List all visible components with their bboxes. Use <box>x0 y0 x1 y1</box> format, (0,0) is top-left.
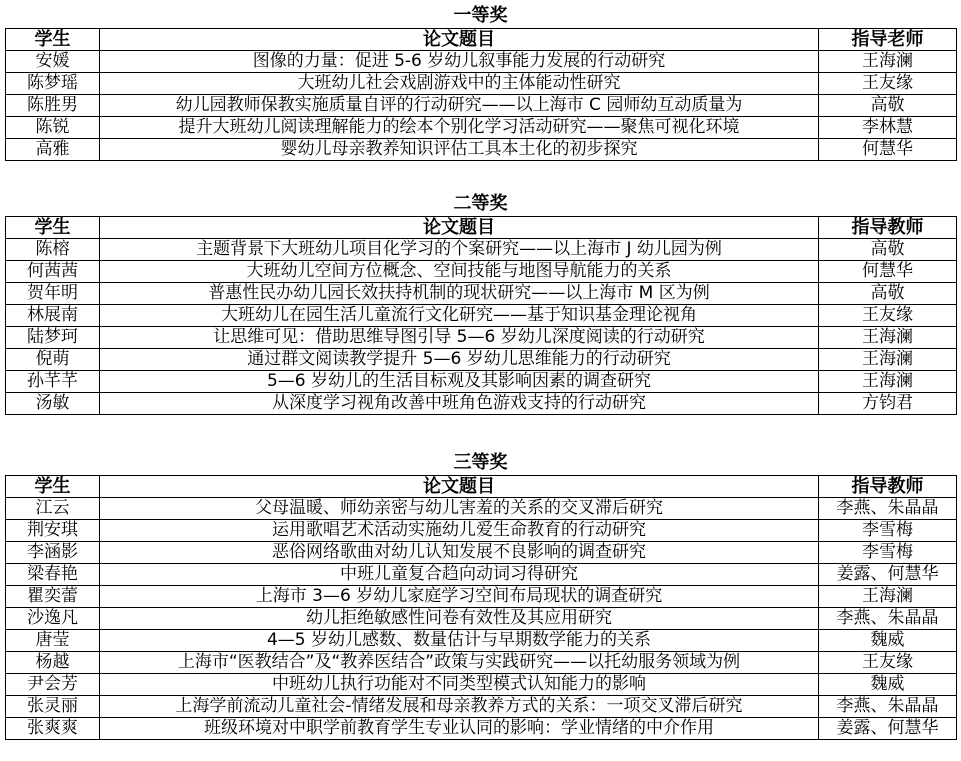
student-cell: 荆安琪 <box>6 520 100 542</box>
table-row <box>6 117 957 139</box>
teacher-cell: 李燕、朱晶晶 <box>819 608 957 630</box>
header-title: 论文题目 <box>100 29 819 51</box>
teacher-cell: 王友缘 <box>819 652 957 674</box>
teacher-cell: 魏威 <box>819 674 957 696</box>
title-cell: 4—5 岁幼儿感数、数量估计与早期数学能力的关系 <box>100 630 819 652</box>
third-prize-table <box>5 475 957 740</box>
table-row <box>6 652 957 674</box>
title-cell: 让思维可见：借助思维导图引导 5—6 岁幼儿深度阅读的行动研究 <box>100 327 819 349</box>
title-cell: 图像的力量：促进 5-6 岁幼儿叙事能力发展的行动研究 <box>100 51 819 73</box>
student-cell: 何茜茜 <box>6 261 100 283</box>
title-cell: 幼儿园教师保教实施质量自评的行动研究——以上海市 C 园师幼互动质量为 <box>100 95 819 117</box>
title-cell: 上海市 3—6 岁幼儿家庭学习空间布局现状的调查研究 <box>100 586 819 608</box>
table-row <box>6 586 957 608</box>
student-cell: 尹会芳 <box>6 674 100 696</box>
table-row <box>6 283 957 305</box>
header-student: 学生 <box>6 29 100 51</box>
table-row <box>6 696 957 718</box>
title-cell: 恶俗网络歌曲对幼儿认知发展不良影响的调查研究 <box>100 542 819 564</box>
table-row <box>6 261 957 283</box>
title-cell: 通过群文阅读教学提升 5—6 岁幼儿思维能力的行动研究 <box>100 349 819 371</box>
title-cell: 普惠性民办幼儿园长效扶持机制的现状研究——以上海市 M 区为例 <box>100 283 819 305</box>
title-cell: 提升大班幼儿阅读理解能力的绘本个别化学习活动研究——聚焦可视化环境 <box>100 117 819 139</box>
student-cell: 倪萌 <box>6 349 100 371</box>
table-row <box>6 239 957 261</box>
teacher-cell: 王海澜 <box>819 586 957 608</box>
title-cell: 上海学前流动儿童社会-情绪发展和母亲教养方式的关系：一项交叉滞后研究 <box>100 696 819 718</box>
title-cell: 从深度学习视角改善中班角色游戏支持的行动研究 <box>100 393 819 415</box>
header-student: 学生 <box>6 217 100 239</box>
teacher-cell: 李雪梅 <box>819 520 957 542</box>
teacher-cell: 李林慧 <box>819 117 957 139</box>
title-cell: 中班儿童复合趋向动词习得研究 <box>100 564 819 586</box>
title-cell: 父母温暖、师幼亲密与幼儿害羞的关系的交叉滞后研究 <box>100 498 819 520</box>
table-row <box>6 608 957 630</box>
section-title-first-prize: 一等奖 <box>453 5 508 26</box>
title-cell: 大班幼儿社会戏剧游戏中的主体能动性研究 <box>100 73 819 95</box>
title-cell: 上海市“医教结合”及“教养医结合”政策与实践研究——以托幼服务领域为例 <box>100 652 819 674</box>
table-row <box>6 718 957 740</box>
table-header-row <box>6 476 957 498</box>
teacher-cell: 李雪梅 <box>819 542 957 564</box>
table-row <box>6 564 957 586</box>
section-title-second-prize: 二等奖 <box>453 193 508 214</box>
section-title-third-prize: 三等奖 <box>453 452 508 473</box>
student-cell: 汤敏 <box>6 393 100 415</box>
student-cell: 高雅 <box>6 139 100 161</box>
title-cell: 婴幼儿母亲教养知识评估工具本土化的初步探究 <box>100 139 819 161</box>
student-cell: 陈胜男 <box>6 95 100 117</box>
teacher-cell: 李燕、朱晶晶 <box>819 696 957 718</box>
header-student: 学生 <box>6 476 100 498</box>
table-header-row <box>6 29 957 51</box>
header-teacher: 指导教师 <box>819 476 957 498</box>
table-row <box>6 542 957 564</box>
teacher-cell: 王海澜 <box>819 51 957 73</box>
header-title: 论文题目 <box>100 217 819 239</box>
table-row <box>6 393 957 415</box>
second-prize-table <box>5 216 957 415</box>
student-cell: 安媛 <box>6 51 100 73</box>
teacher-cell: 姜露、何慧华 <box>819 564 957 586</box>
teacher-cell: 何慧华 <box>819 139 957 161</box>
title-cell: 幼儿拒绝敏感性问卷有效性及其应用研究 <box>100 608 819 630</box>
table-header-row <box>6 217 957 239</box>
teacher-cell: 王友缘 <box>819 305 957 327</box>
student-cell: 梁春艳 <box>6 564 100 586</box>
header-title: 论文题目 <box>100 476 819 498</box>
table-row <box>6 498 957 520</box>
teacher-cell: 高敬 <box>819 283 957 305</box>
student-cell: 陈锐 <box>6 117 100 139</box>
header-teacher: 指导老师 <box>819 29 957 51</box>
student-cell: 陈榕 <box>6 239 100 261</box>
student-cell: 陆梦珂 <box>6 327 100 349</box>
teacher-cell: 王海澜 <box>819 349 957 371</box>
title-cell: 主题背景下大班幼儿项目化学习的个案研究——以上海市 J 幼儿园为例 <box>100 239 819 261</box>
student-cell: 李涵影 <box>6 542 100 564</box>
teacher-cell: 姜露、何慧华 <box>819 718 957 740</box>
table-row <box>6 73 957 95</box>
teacher-cell: 王友缘 <box>819 73 957 95</box>
table-row <box>6 674 957 696</box>
table-row <box>6 371 957 393</box>
student-cell: 唐莹 <box>6 630 100 652</box>
teacher-cell: 何慧华 <box>819 261 957 283</box>
teacher-cell: 王海澜 <box>819 371 957 393</box>
teacher-cell: 高敬 <box>819 95 957 117</box>
table-row <box>6 630 957 652</box>
teacher-cell: 王海澜 <box>819 327 957 349</box>
teacher-cell: 李燕、朱晶晶 <box>819 498 957 520</box>
table-row <box>6 520 957 542</box>
table-row <box>6 349 957 371</box>
student-cell: 江云 <box>6 498 100 520</box>
title-cell: 大班幼儿在园生活儿童流行文化研究——基于知识基金理论视角 <box>100 305 819 327</box>
teacher-cell: 方钧君 <box>819 393 957 415</box>
student-cell: 瞿奕蕾 <box>6 586 100 608</box>
title-cell: 5—6 岁幼儿的生活目标观及其影响因素的调查研究 <box>100 371 819 393</box>
student-cell: 沙逸凡 <box>6 608 100 630</box>
student-cell: 张爽爽 <box>6 718 100 740</box>
student-cell: 陈梦瑶 <box>6 73 100 95</box>
table-row <box>6 95 957 117</box>
table-row <box>6 139 957 161</box>
table-row <box>6 305 957 327</box>
student-cell: 杨越 <box>6 652 100 674</box>
student-cell: 张灵丽 <box>6 696 100 718</box>
table-row <box>6 327 957 349</box>
header-teacher: 指导教师 <box>819 217 957 239</box>
title-cell: 大班幼儿空间方位概念、空间技能与地图导航能力的关系 <box>100 261 819 283</box>
student-cell: 贺年明 <box>6 283 100 305</box>
first-prize-table <box>5 28 957 161</box>
title-cell: 中班幼儿执行功能对不同类型模式认知能力的影响 <box>100 674 819 696</box>
table-row <box>6 51 957 73</box>
title-cell: 班级环境对中职学前教育学生专业认同的影响：学业情绪的中介作用 <box>100 718 819 740</box>
teacher-cell: 魏威 <box>819 630 957 652</box>
title-cell: 运用歌唱艺术活动实施幼儿爱生命教育的行动研究 <box>100 520 819 542</box>
student-cell: 林展南 <box>6 305 100 327</box>
student-cell: 孙芊芊 <box>6 371 100 393</box>
teacher-cell: 高敬 <box>819 239 957 261</box>
